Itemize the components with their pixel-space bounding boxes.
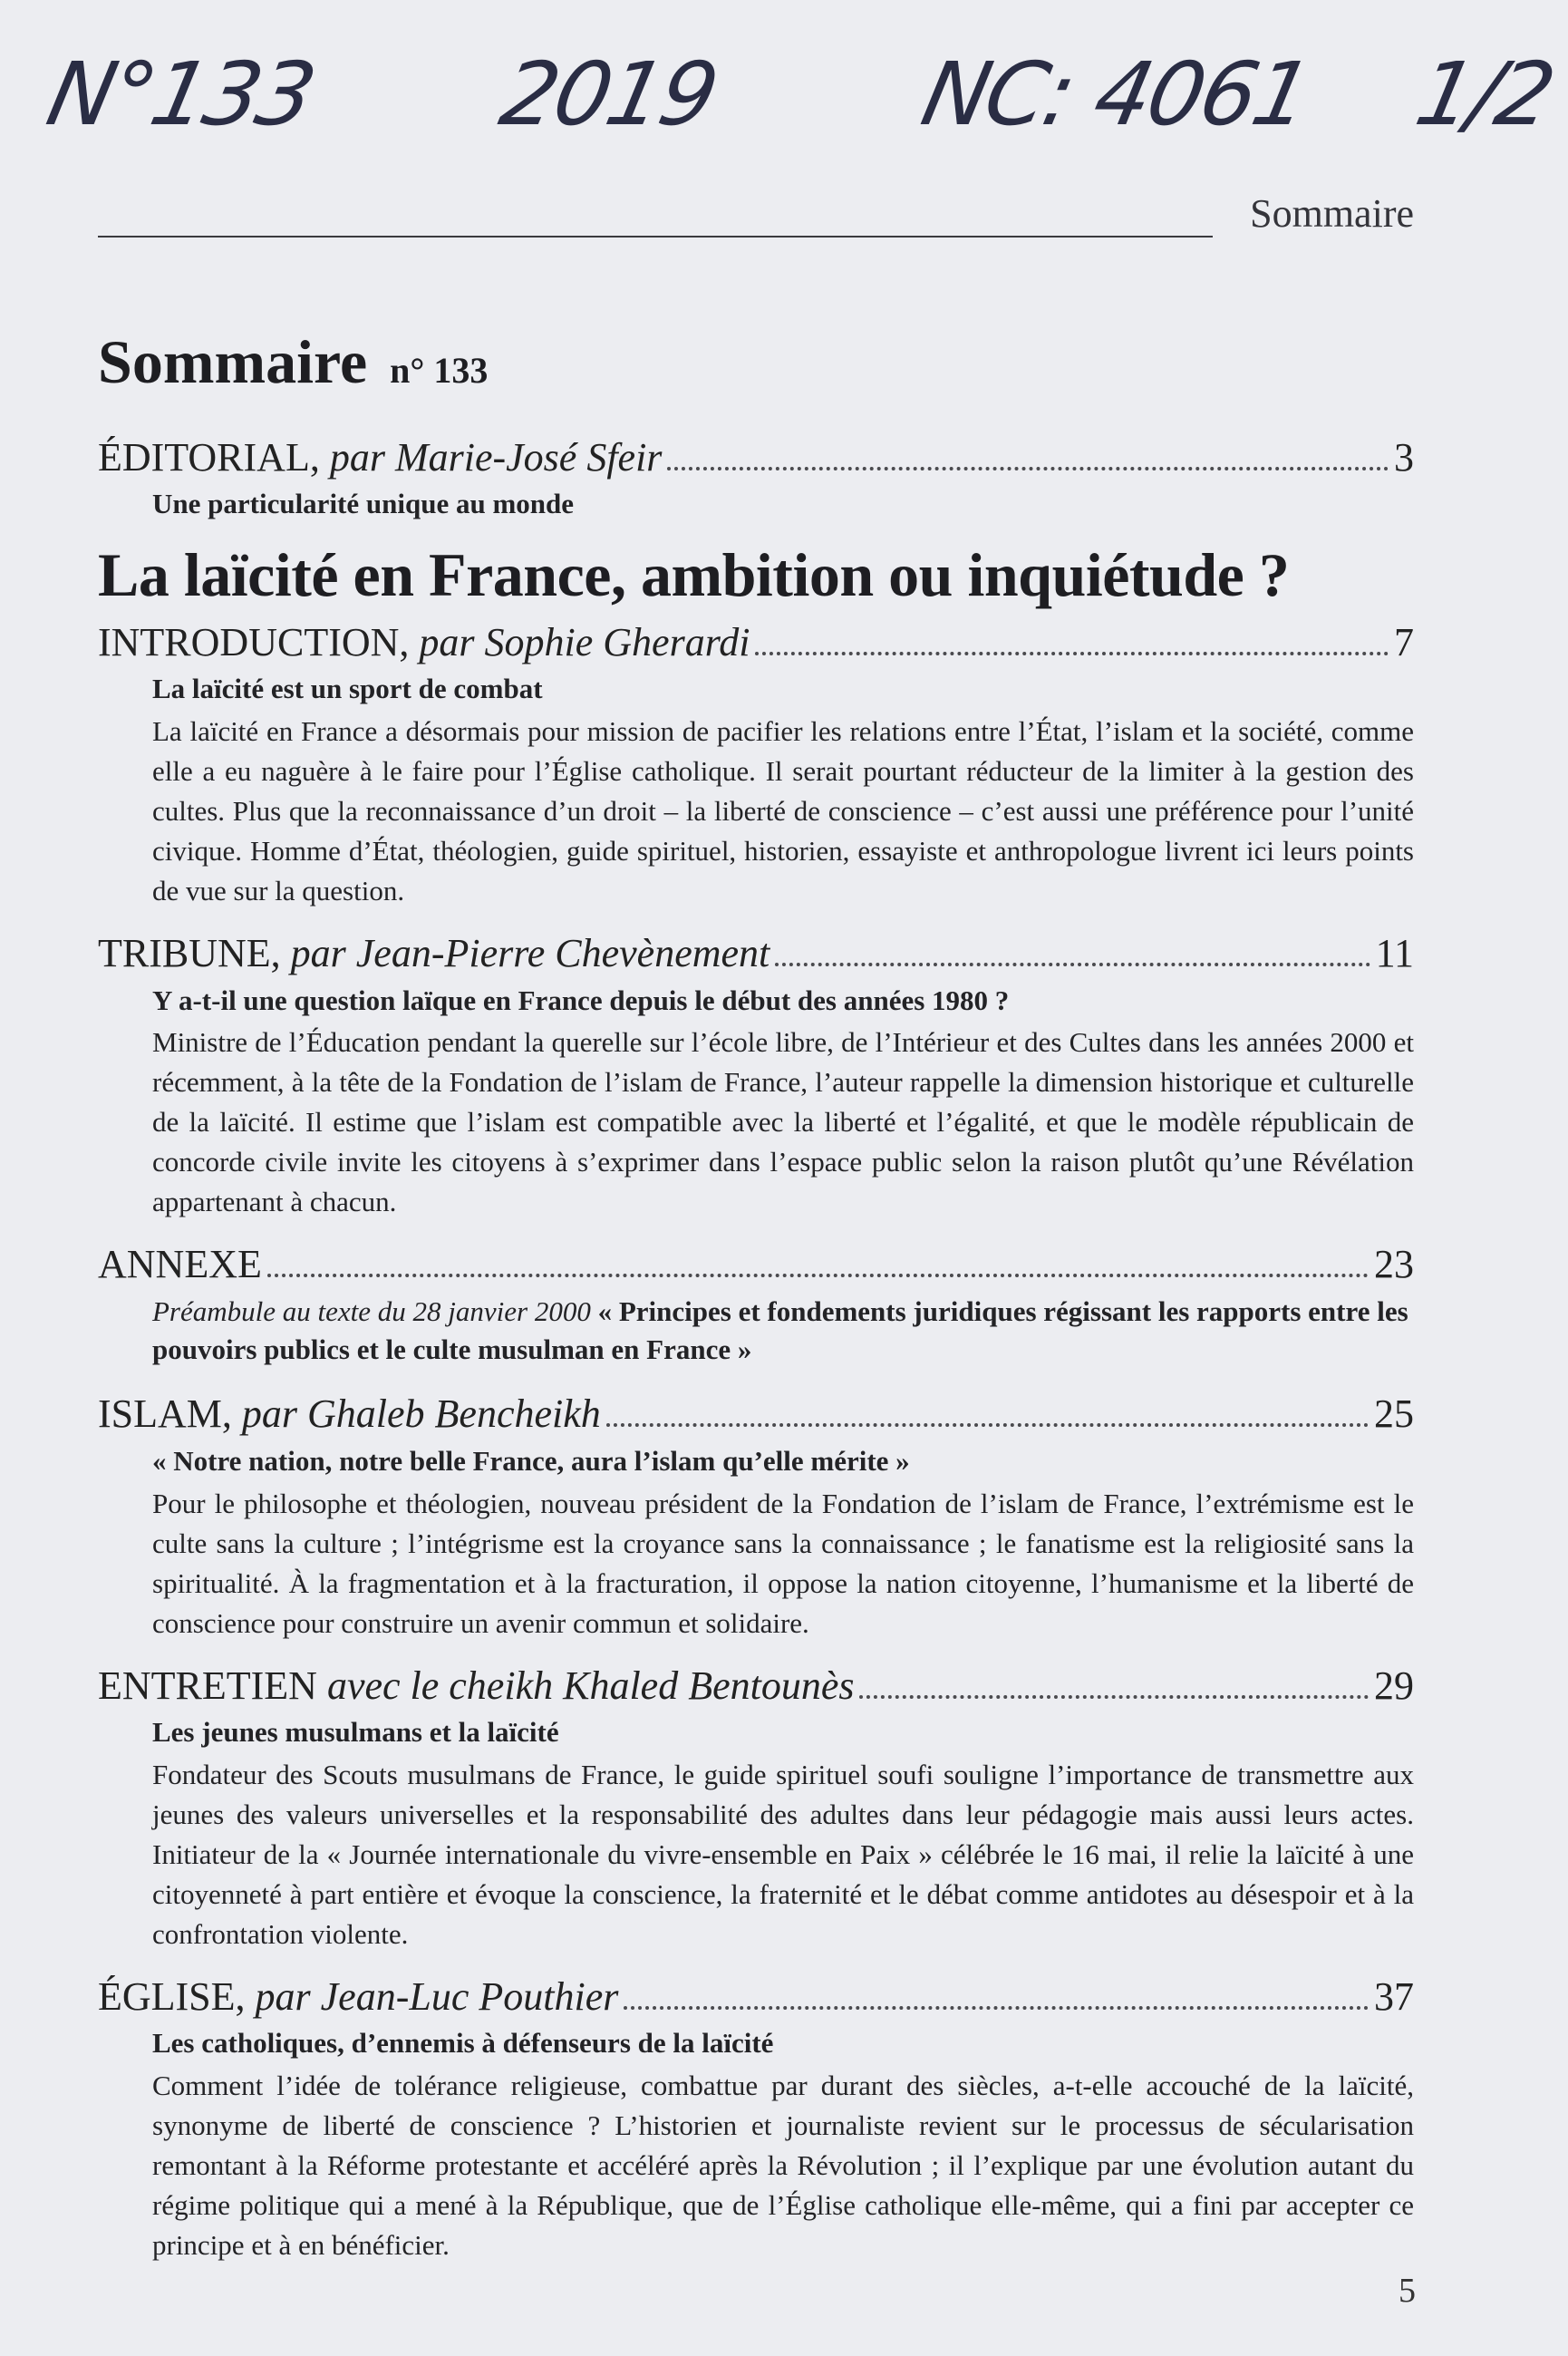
entry-author: par Jean-Pierre Chevènement <box>290 931 770 976</box>
entry-author: par Marie-José Sfeir <box>329 435 663 480</box>
dot-leader <box>606 1422 1369 1427</box>
theme-title: La laïcité en France, ambition ou inquiétude ? <box>98 540 1290 610</box>
issue-number: n° 133 <box>390 350 489 391</box>
handwritten-annotations <box>39 27 1562 163</box>
dot-leader <box>775 962 1370 966</box>
toc-entry-introduction <box>98 620 1414 911</box>
annexe-preamble: Préambule au texte du 28 janvier 2000 <box>152 1294 591 1327</box>
entry-description: La laïcité en France a désormais pour mission de pacifier les relations entre l’État, l’islam et la société, comme elle a eu naguère à le faire pour l’Église catholique. Il serait pourtant réducteur de la limiter à la gestion des cultes. Plus que la reconnaissance d’un droit – la liberté de conscience – c’est aussi une préférence pour l’unité civique. Homme d’État, théologien, guide spirituel, historien, essayiste et anthropologue livrent ici leurs points de vue sur la question. <box>152 715 1414 907</box>
entry-rubric: ÉDITORIAL, <box>98 435 320 480</box>
entry-headline: « Notre nation, notre belle France, aura l’islam qu’elle mérite » <box>152 1444 910 1477</box>
entry-author: par Sophie Gherardi <box>419 620 750 665</box>
header-rule <box>98 236 1213 238</box>
entry-description: Ministre de l’Éducation pendant la querelle sur l’école libre, de l’Intérieur et des Cultes dans les années 2000 et récemment, à la tête de la Fondation de l’islam de France, l’auteur rappelle la dimension historique et culturelle de la laïcité. Il estime que l’islam est compatible avec la liberté et l’égalité, et que le modèle républicain de concorde civile invite les citoyens à s’exprimer dans l’espace public selon la raison plutôt qu’une Révélation appartenant à chacun. <box>152 1026 1414 1218</box>
toc-entry-annexe <box>98 1242 1414 1368</box>
entry-description: Comment l’idée de tolérance religieuse, combattue par durant des siècles, a-t-elle accouché de la laïcité, synonyme de liberté de conscience ? L’historien et journaliste revient sur le processus de sécularisation remontant à la Réforme protestante et accéléré après la Révolution ; il l’explique par une évolution autant du régime politique qui a mené à la République, que de l’Église catholique elle-même, qui a fini par accepter ce principe et à en bénéficier. <box>152 2069 1414 2261</box>
handwritten-nc: NC: 4061 <box>914 44 1318 145</box>
entry-headline: La laïcité est un sport de combat <box>152 673 543 705</box>
entry-rubric: INTRODUCTION, <box>98 620 410 665</box>
toc-entry-eglise <box>98 1974 1414 2265</box>
entry-rubric: ISLAM, <box>98 1391 232 1437</box>
sommaire-title <box>98 326 488 398</box>
entry-rubric: ENTRETIEN <box>98 1663 317 1708</box>
dot-leader <box>267 1273 1369 1277</box>
entry-headline <box>152 1293 1414 1369</box>
entry-page-number: 7 <box>1394 620 1414 665</box>
dot-leader <box>755 651 1389 655</box>
entry-headline: Les catholiques, d’ennemis à défenseurs de la laïcité <box>152 2027 774 2060</box>
sommaire-title-text: Sommaire <box>98 327 368 396</box>
entry-line <box>98 1663 1414 1708</box>
toc-entry-islam <box>98 1391 1414 1643</box>
entry-line <box>98 620 1414 664</box>
toc-entry-tribune <box>98 931 1414 1222</box>
entry-author: avec le cheikh Khaled Bentounès <box>326 1663 855 1708</box>
dot-leader <box>667 466 1389 470</box>
entry-headline: Y a-t-il une question laïque en France depuis le début des années 1980 ? <box>152 984 1010 1016</box>
entry-page-number: 11 <box>1375 931 1414 976</box>
handwritten-fraction: 1/2 <box>1408 44 1562 145</box>
entry-page-number: 29 <box>1374 1663 1414 1708</box>
entry-page-number: 23 <box>1374 1242 1414 1287</box>
handwritten-year: 2019 <box>492 44 725 145</box>
dot-leader <box>624 2005 1369 2010</box>
entry-description: Fondateur des Scouts musulmans de France, le guide spirituel soufi souligne l’importance de transmettre aux jeunes des valeurs universelles et la responsabilité des adultes dans leur pédagogie mais aussi leurs actes. Initiateur de la « Journée internationale du vivre-ensemble en Paix » célébrée le 16 mai, il relie la laïcité à une citoyenneté à part entière et évoque la conscience, la fraternité et le débat comme antidotes au désespoir et à la confrontation violente. <box>152 1758 1414 1950</box>
entry-headline: Une particularité unique au monde <box>152 488 575 520</box>
handwritten-number: N°133 <box>39 44 322 145</box>
entry-line <box>98 435 1414 480</box>
running-head: Sommaire <box>1250 191 1414 236</box>
toc-entry-editorial <box>98 435 1414 523</box>
entry-rubric: ÉGLISE, <box>98 1973 246 2019</box>
page-number: 5 <box>1399 2272 1416 2310</box>
entry-author: par Jean-Luc Pouthier <box>255 1973 619 2019</box>
entry-rubric: ANNEXE <box>98 1242 262 1287</box>
entry-page-number: 3 <box>1394 435 1414 480</box>
entry-line <box>98 931 1414 975</box>
annexe-title: « Principes et fondements juridiques régissant les rapports entre les pouvoirs publics et le culte musulman en France » <box>152 1294 1408 1365</box>
dot-leader <box>859 1694 1369 1699</box>
entry-description: Pour le philosophe et théologien, nouveau président de la Fondation de l’islam de France, l’extrémisme est le culte sans la culture ; l’intégrisme est la croyance sans la connaissance ; le fanatisme est la religiosité sans la spiritualité. À la fragmentation et à la fracturation, il oppose la nation citoyenne, l’humanisme et la liberté de conscience pour construire un avenir commun et solidaire. <box>152 1487 1414 1639</box>
table-of-contents <box>98 435 1414 2265</box>
entry-page-number: 25 <box>1374 1391 1414 1437</box>
entry-line <box>98 1391 1414 1436</box>
toc-entry-entretien <box>98 1663 1414 1954</box>
entry-headline: Les jeunes musulmans et la laïcité <box>152 1715 559 1748</box>
entry-page-number: 37 <box>1374 1973 1414 2019</box>
entry-rubric: TRIBUNE, <box>98 931 281 976</box>
entry-author: par Ghaleb Bencheikh <box>241 1391 601 1437</box>
entry-line <box>98 1242 1414 1286</box>
entry-line <box>98 1974 1414 2019</box>
